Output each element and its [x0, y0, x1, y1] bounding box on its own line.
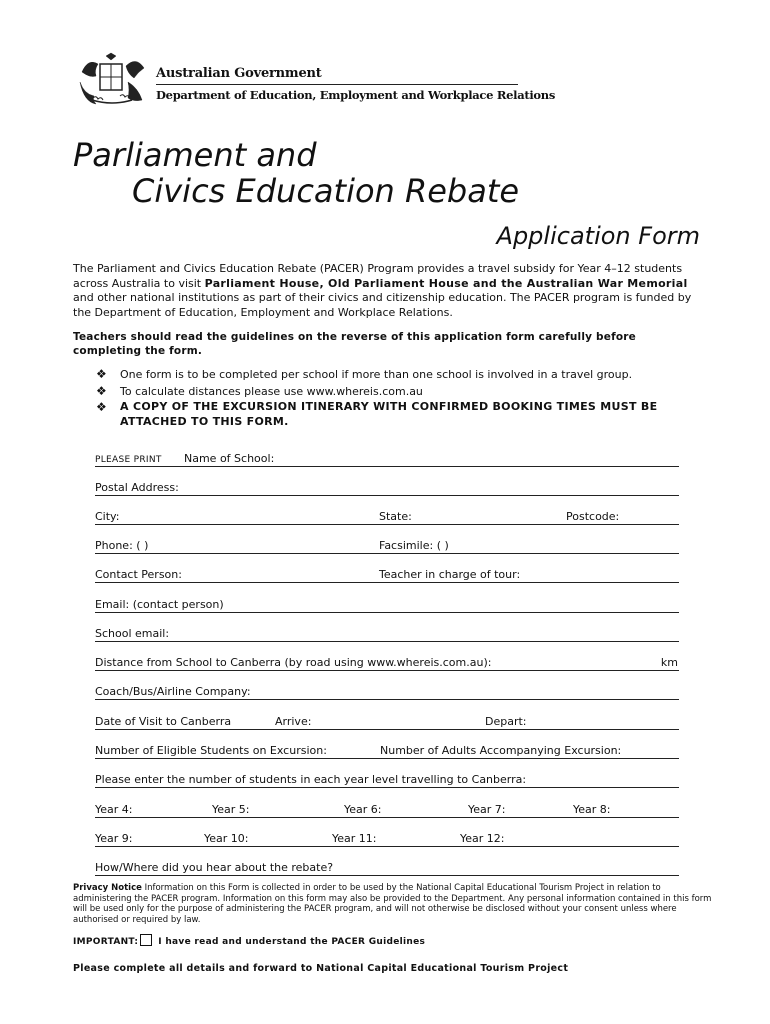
year4-label: Year 4:: [95, 803, 133, 816]
postcode-label: Postcode:: [566, 510, 620, 523]
coach-company-field[interactable]: [95, 683, 679, 700]
year9-label: Year 9:: [95, 832, 133, 845]
year-levels-prompt-label: Please enter the number of students in each year level travelling to Canberra:: [95, 773, 527, 786]
list-item: ❖ To calculate distances please use www.whereis.com.au: [96, 384, 423, 398]
visit-date-row[interactable]: [95, 713, 679, 730]
forward-note: Please complete all details and forward to National Capital Educational Tourism Project: [73, 963, 569, 974]
eligible-students-label: Number of Eligible Students on Excursion:: [95, 744, 327, 757]
list-item: ❖ A COPY OF THE EXCURSION ITINERARY WITH CONFIRMED BOOKING TIMES MUST BE ATTACHED TO THIS FORM.: [96, 400, 658, 428]
phone-label: Phone: ( ): [95, 539, 149, 552]
year-levels-prompt-row: [95, 771, 679, 788]
diamond-bullet-icon: ❖: [96, 367, 107, 381]
privacy-notice-label: Privacy Notice: [73, 883, 142, 893]
name-of-school-field[interactable]: [95, 450, 679, 467]
year-levels-row-1[interactable]: [95, 801, 679, 818]
title-line-2: Civics Education Rebate: [132, 172, 520, 210]
diamond-bullet-icon: ❖: [96, 384, 107, 398]
important-acknowledgement: [73, 934, 425, 947]
email-contact-field[interactable]: [95, 596, 679, 613]
instruction-list: [96, 366, 706, 429]
important-text: I have read and understand the PACER Guidelines: [158, 937, 426, 947]
coat-of-arms-icon: [72, 52, 152, 108]
how-hear-field[interactable]: [95, 859, 679, 876]
postal-address-field[interactable]: [95, 479, 679, 496]
title-line-1: Parliament and: [73, 136, 317, 174]
intro-bold-institutions: Parliament House, Old Parliament House and the Australian War Memorial: [204, 276, 688, 290]
header-divider: [156, 84, 518, 85]
adults-accompanying-label: Number of Adults Accompanying Excursion:: [380, 744, 622, 757]
city-state-postcode-row[interactable]: [95, 508, 679, 525]
year6-label: Year 6:: [344, 803, 382, 816]
postal-address-label: Postal Address:: [95, 481, 179, 494]
contact-person-label: Contact Person:: [95, 568, 182, 581]
phone-fax-row[interactable]: [95, 537, 679, 554]
city-label: City:: [95, 510, 120, 523]
diamond-bullet-icon: ❖: [96, 400, 108, 414]
arrive-label: Arrive:: [275, 715, 312, 728]
form-subtitle: Application Form: [496, 222, 700, 250]
intro-text-2: and other national institutions as part of their civics and citizenship education. The PACER program is funded by the Department of Education, Employment and Workplace Relations.: [73, 291, 692, 319]
list-item: ❖ One form is to be completed per school if more than one school is involved in a travel group.: [96, 367, 633, 381]
privacy-notice: [73, 883, 718, 925]
intro-text-1: The Parliament and Civics Education Rebate (PACER) Program provides a travel subsidy for Year 4–12 students across Australia to visit: [73, 262, 683, 290]
year12-label: Year 12:: [460, 832, 505, 845]
year5-label: Year 5:: [212, 803, 250, 816]
distance-field[interactable]: [95, 654, 679, 671]
school-email-field[interactable]: [95, 625, 679, 642]
government-name: Australian Government: [156, 66, 322, 81]
how-hear-label: How/Where did you hear about the rebate?: [95, 861, 334, 874]
year10-label: Year 10:: [204, 832, 249, 845]
distance-label: Distance from School to Canberra (by road using www.whereis.com.au):: [95, 656, 492, 669]
numbers-row[interactable]: [95, 742, 679, 759]
teachers-note: Teachers should read the guidelines on the reverse of this application form carefully before completing the form.: [73, 331, 636, 357]
year8-label: Year 8:: [573, 803, 611, 816]
department-name: Department of Education, Employment and Workplace Relations: [156, 88, 556, 102]
intro-paragraph: [73, 262, 703, 320]
facsimile-label: Facsimile: ( ): [379, 539, 449, 552]
privacy-notice-text: Information on this Form is collected in order to be used by the National Capital Educational Tourism Project in relation to administering the PACER program. Information on this form may also be provided to the Department. Any personal information contained in this form will be used only for the purpose of administering the PACER program, and will not otherwise be disclosed without your consent unless where authorised or required by law.: [73, 883, 712, 925]
contact-row[interactable]: [95, 566, 679, 583]
year11-label: Year 11:: [332, 832, 377, 845]
important-label: IMPORTANT:: [73, 937, 139, 947]
year-levels-row-2[interactable]: [95, 830, 679, 847]
school-email-label: School email:: [95, 627, 170, 640]
date-of-visit-label: Date of Visit to Canberra: [95, 715, 232, 728]
name-of-school-label: Name of School:: [184, 452, 275, 465]
km-unit-label: km: [660, 656, 678, 669]
coach-company-label: Coach/Bus/Airline Company:: [95, 685, 251, 698]
teacher-in-charge-label: Teacher in charge of tour:: [379, 568, 521, 581]
email-contact-label: Email: (contact person): [95, 598, 224, 611]
please-print-label: PLEASE PRINT: [95, 455, 162, 465]
depart-label: Depart:: [485, 715, 527, 728]
state-label: State:: [379, 510, 412, 523]
guidelines-checkbox[interactable]: [140, 934, 152, 946]
year7-label: Year 7:: [468, 803, 506, 816]
